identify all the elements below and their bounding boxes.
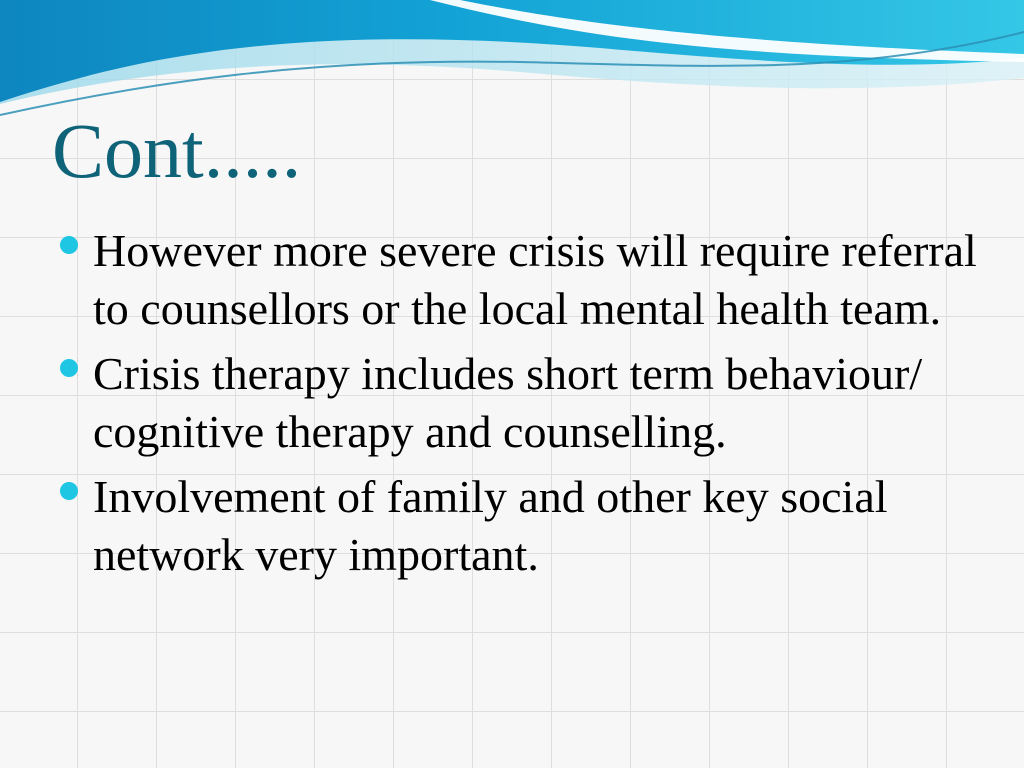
slide-title: Cont..... <box>52 107 302 194</box>
bullet-text: Involvement of family and other key social network very important. <box>93 471 888 580</box>
list-item <box>58 468 988 584</box>
bullet-list <box>58 222 988 591</box>
header-wave-banner <box>0 0 1024 120</box>
list-item <box>58 222 988 338</box>
bullet-dot-icon <box>60 482 78 500</box>
bullet-dot-icon <box>60 236 78 254</box>
list-item <box>58 345 988 461</box>
bullet-dot-icon <box>60 359 78 377</box>
bullet-text: Crisis therapy includes short term behaviour/ cognitive therapy and counselling. <box>93 348 923 457</box>
bullet-text: However more severe crisis will require referral to counsellors or the local mental health team. <box>93 225 977 334</box>
